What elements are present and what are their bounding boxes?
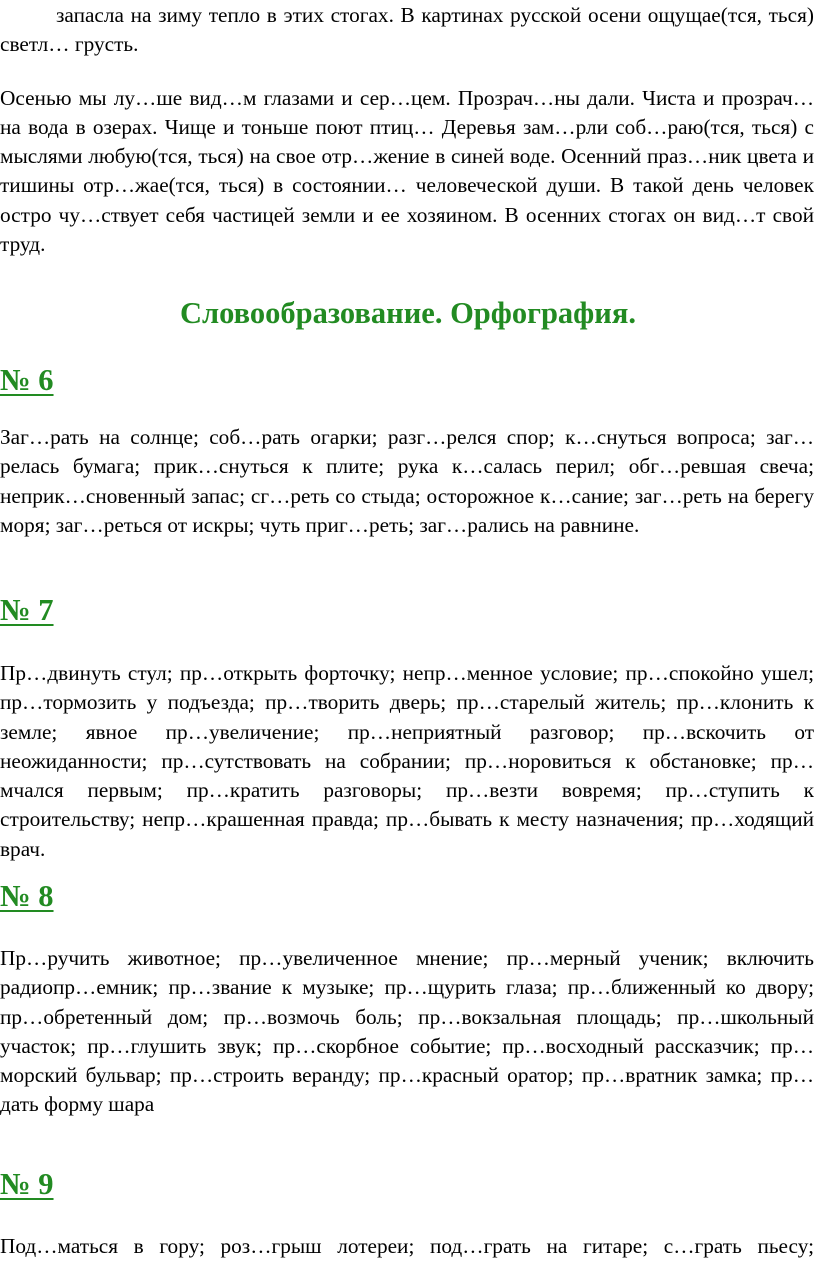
exercise-9-heading: № 9 <box>0 1167 54 1201</box>
exercise-8-text <box>0 944 814 1120</box>
exercise-7-heading: № 7 <box>0 593 54 627</box>
section-title: Словообразование. Орфография. <box>180 296 636 330</box>
intro-paragraph-2: Осенью мы лу…ше вид…м глазами и сер…цем. Прозрач…ны дали. Чиста и прозрач…на вода в озерах. Чище и тоньше поют птиц… Деревья зам…рли соб…раю(тся, ться) с мыслями любую(тся, ться) на свое отр…жение в синей воде. Осенний праз…ник цвета и тишины отр…жае(тся, ться) в состоянии… человеческой души. В такой день человек остро чу…ствует себя частицей земли и ее хозяином. В осенних стогах он вид…т свой труд. <box>0 85 814 257</box>
exercise-9-text <box>0 1232 814 1261</box>
exercise-8-paragraph: Пр…ручить животное; пр…увеличенное мнение; пр…мерный ученик; включить радиопр…емник; пр…звание к музыке; пр…щурить глаза; пр…ближенный ко двору; пр…обретенный дом; пр…возмочь боль; пр…вокзальная площадь; пр…школьный участок; пр…глушить звук; пр…скорбное событие; пр…восходный рассказчик; пр…морский бульвар; пр…строить веранду; пр…красный оратор; пр…вратник замка; пр…дать форму шара <box>0 946 814 1117</box>
exercise-9-paragraph: Под…маться в гору; роз…грыш лотереи; под…грать на гитаре; с…грать пьесу; <box>0 1234 814 1258</box>
intro-paragraph-1: запасла на зиму тепло в этих стогах. В картинах русской осени ощущае(тся, ться) светл… грусть. <box>0 3 814 57</box>
exercise-6-text <box>0 423 814 540</box>
exercise-7-text <box>0 659 814 864</box>
exercise-6-heading: № 6 <box>0 363 54 397</box>
exercise-6-paragraph: Заг…рать на солнце; соб…рать огарки; разг…релся спор; к…снуться вопроса; заг…релась бумага; прик…снуться к плите; рука к…салась перил; обг…ревшая свеча; неприк…сновенный запас; сг…реть со стыда; осторожное к…сание; заг…реть на берегу моря; заг…реться от искры; чуть приг…реть; заг…рались на равнине. <box>0 425 814 537</box>
exercise-8-heading: № 8 <box>0 879 54 913</box>
exercise-7-paragraph: Пр…двинуть стул; пр…открыть форточку; непр…менное условие; пр…спокойно ушел; пр…тормозить у подъезда; пр…творить дверь; пр…старелый житель; пр…клонить к земле; явное пр…увеличение; пр…неприятный разговор; пр…вскочить от неожиданности; пр…сутствовать на собрании; пр…норовиться к обстановке; пр…мчался первым; пр…кратить разговоры; пр…везти вовремя; пр…ступить к строительству; непр…крашенная правда; пр…бывать к месту назначения; пр…ходящий врач. <box>0 661 814 861</box>
